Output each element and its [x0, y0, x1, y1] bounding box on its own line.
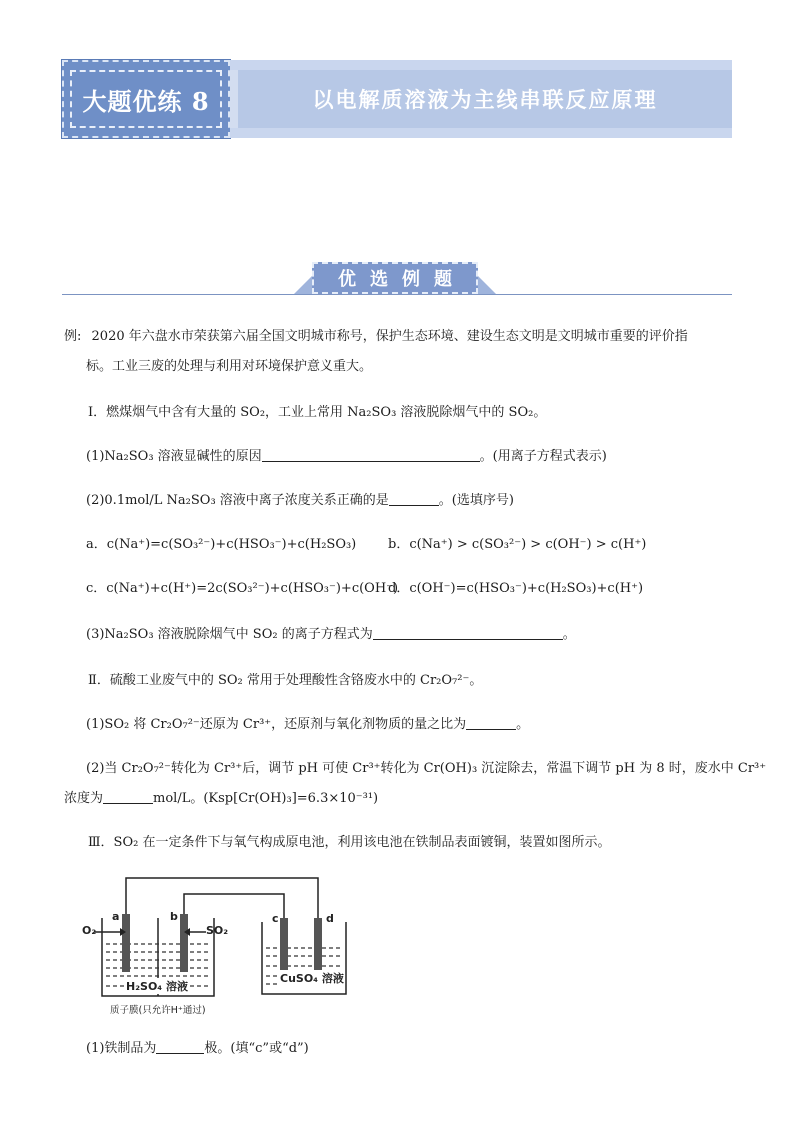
- part1-q2-suffix: 。(选填序号): [438, 493, 514, 508]
- answer-blank[interactable]: [262, 448, 480, 462]
- option-a: a．c(Na⁺)=c(SO₃²⁻)+c(HSO₃⁻)+c(H₂SO₃): [86, 537, 357, 552]
- part2-q1: [86, 716, 529, 734]
- part3-heading: Ⅲ．SO₂ 在一定条件下与氧气构成原电池，利用该电池在铁制品表面镀铜，装置如图所示。: [88, 835, 611, 850]
- left-solution-label: H₂SO₄ 溶液: [126, 980, 188, 993]
- answer-blank[interactable]: [373, 626, 563, 640]
- electrode-b-label: b: [170, 910, 178, 923]
- section-tab-wing-left: [294, 276, 312, 294]
- option-c: c．c(Na⁺)+c(H⁺)=2c(SO₃²⁻)+c(HSO₃⁻)+c(OH⁻): [86, 581, 399, 596]
- option-d: d．c(OH⁻)=c(HSO₃⁻)+c(H₂SO₃)+c(H⁺): [388, 581, 644, 596]
- o2-inlet-label: O₂: [82, 924, 97, 937]
- part1-q3-text: (3)Na₂SO₃ 溶液脱除烟气中 SO₂ 的离子方程式为: [86, 627, 373, 642]
- part2-q2-line1: (2)当 Cr₂O₇²⁻转化为 Cr³⁺后，调节 pH 可使 Cr³⁺转化为 Cr(OH)₃ 沉淀除去，常温下调节 pH 为 8 时，废水中 Cr³⁺: [86, 761, 767, 776]
- part1-q2-text: (2)0.1mol/L Na₂SO₃ 溶液中离子浓度关系正确的是: [86, 493, 389, 508]
- answer-blank[interactable]: [389, 492, 439, 506]
- part2-q1-text: (1)SO₂ 将 Cr₂O₇²⁻还原为 Cr³⁺，还原剂与氧化剂物质的量之比为: [86, 717, 467, 732]
- part3-q1-text: (1)铁制品为: [86, 1041, 157, 1056]
- answer-blank[interactable]: [156, 1040, 204, 1054]
- part1-heading: Ⅰ．燃煤烟气中含有大量的 SO₂，工业上常用 Na₂SO₃ 溶液脱除烟气中的 SO₂。: [88, 405, 547, 420]
- part2-q1-suffix: 。: [516, 717, 530, 732]
- header-badge: [62, 60, 230, 138]
- intro-line-2: 标。工业三废的处理与利用对环境保护意义重大。: [86, 359, 373, 374]
- section-tab: [312, 262, 478, 294]
- electrode-d-label: d: [326, 912, 334, 925]
- part1-q3-suffix: 。: [562, 627, 576, 642]
- electrode-c-label: c: [272, 912, 279, 925]
- part1-q2: [86, 492, 514, 510]
- header-divider: [230, 60, 238, 138]
- part2-q2-suffix: mol/L。(Ksp[Cr(OH)₃]=6.3×10⁻³¹): [153, 791, 379, 806]
- intro-line-1: [64, 328, 688, 346]
- header-banner: [62, 60, 732, 138]
- part1-q1: [86, 448, 607, 466]
- answer-blank[interactable]: [466, 716, 516, 730]
- so2-inlet-label: SO₂: [206, 924, 229, 937]
- section-rule: [62, 294, 732, 295]
- intro-prefix: 例:: [64, 329, 82, 344]
- section-title: 优选例题: [312, 262, 478, 294]
- part2-q2-line2: [64, 790, 378, 808]
- right-solution-label: CuSO₄ 溶液: [280, 972, 344, 985]
- electrode-a-label: a: [112, 910, 120, 923]
- section-tab-wing-right: [478, 276, 496, 294]
- apparatus-diagram: [82, 874, 372, 1024]
- header-title: 以电解质溶液为主线串联反应原理: [238, 70, 732, 128]
- option-b: b．c(Na⁺) > c(SO₃²⁻) > c(OH⁻) > c(H⁺): [388, 537, 647, 552]
- intro-text-1: 2020 年六盘水市荣获第六届全国文明城市称号，保护生态环境、建设生态文明是文明城市重要的评价指: [91, 329, 688, 344]
- header-badge-title: 大题优练 8: [70, 70, 222, 128]
- part1-q1-suffix: 。(用离子方程式表示): [479, 449, 607, 464]
- part1-q1-text: (1)Na₂SO₃ 溶液显碱性的原因: [86, 449, 262, 464]
- part2-q2-text: 浓度为: [64, 791, 104, 806]
- answer-blank[interactable]: [103, 790, 153, 804]
- part2-heading: Ⅱ．硫酸工业废气中的 SO₂ 常用于处理酸性含铬废水中的 Cr₂O₇²⁻。: [88, 673, 483, 688]
- membrane-label: 质子膜(只允许H⁺通过): [110, 1005, 206, 1016]
- part1-q3: [86, 626, 576, 644]
- part3-q1-suffix: 极。(填“c”或“d”): [204, 1041, 309, 1056]
- part3-q1: [86, 1040, 309, 1058]
